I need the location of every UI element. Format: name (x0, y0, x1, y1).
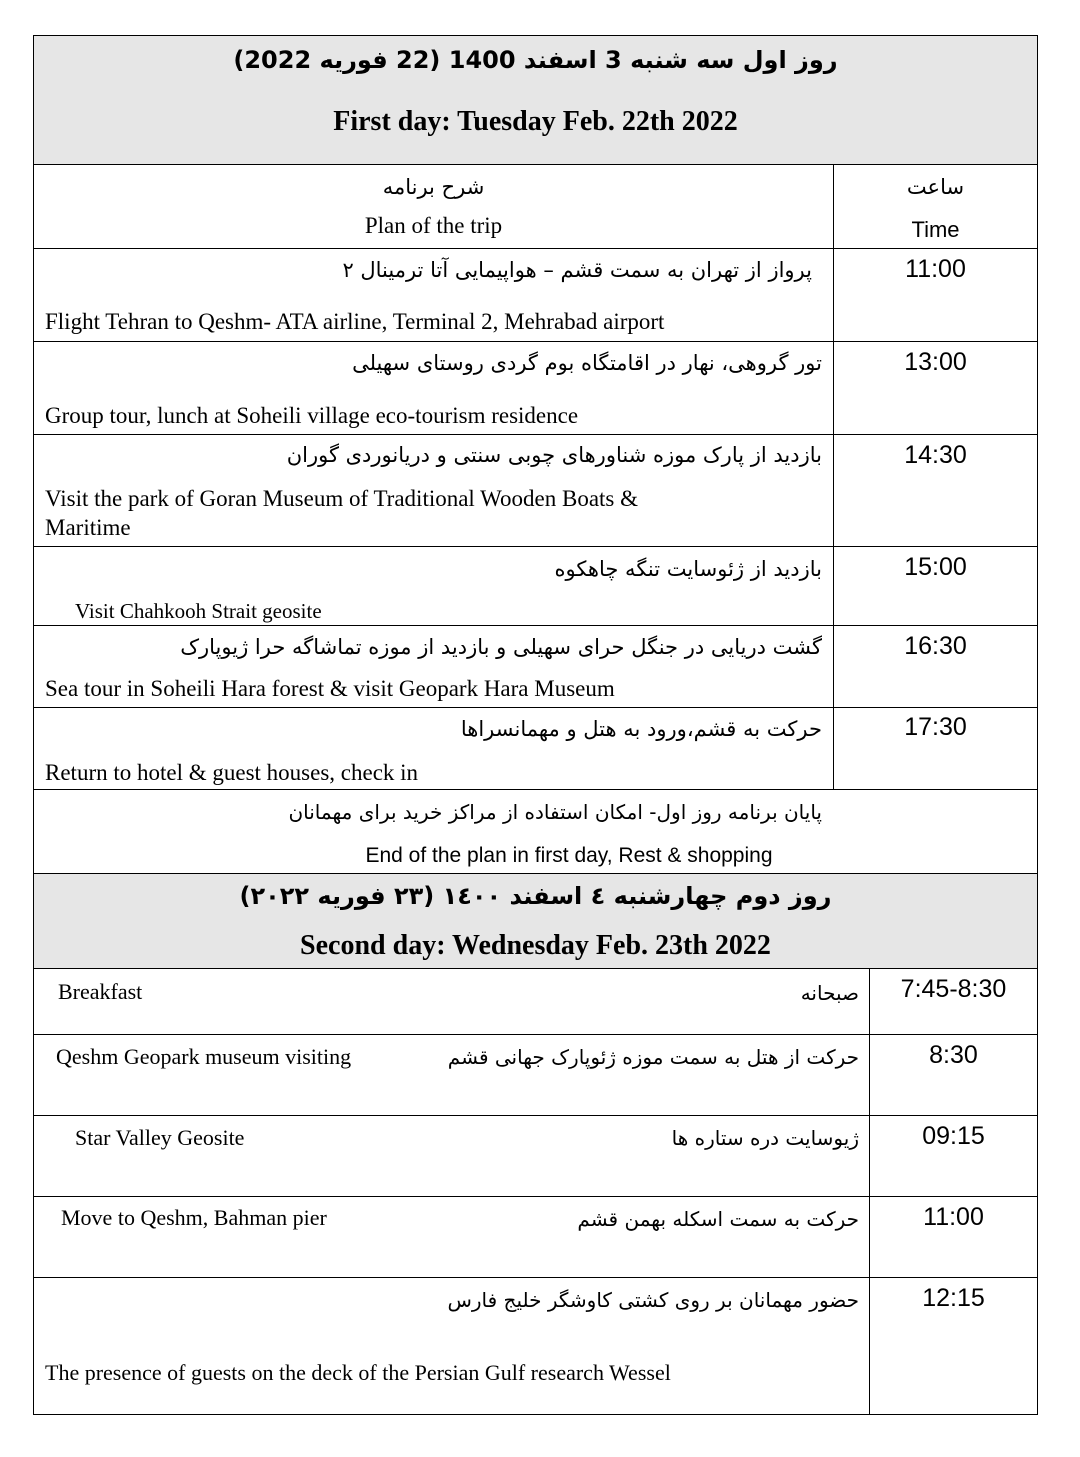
row-desc-en: Visit the park of Goran Museum of Traditional Wooden Boats & (45, 486, 639, 511)
row-time: 09:15 (922, 1122, 985, 1150)
table-row (34, 1278, 1037, 1414)
row-desc-fa: صبحانه (800, 981, 859, 1005)
row-time: 11:00 (923, 1203, 984, 1231)
table-row (34, 342, 1037, 435)
row-desc-en: Flight Tehran to Qeshm- ATA airline, Terminal 2, Mehrabad airport (45, 309, 665, 334)
table-row (34, 1197, 1037, 1278)
row-desc-fa: تور گروهی، نهار در اقامتگاه بوم گردی روستای سهیلی (352, 351, 822, 375)
row-desc-fa: حرکت از هتل به سمت موزه ژئوپارک جهانی قشم (447, 1045, 859, 1069)
table-row (34, 626, 1037, 708)
row-desc-en: Star Valley Geosite (75, 1125, 245, 1150)
row-desc-fa: بازدید از پارک موزه شناورهای چوبی سنتی و دریانوردی گوران (286, 443, 822, 467)
row-desc-fa: حرکت به قشم،ورود به هتل و مهمانسراها (460, 717, 822, 741)
table-row (34, 708, 1037, 790)
row-time: 7:45-8:30 (900, 975, 1007, 1003)
row-time: 17:30 (904, 713, 967, 741)
row-time: 13:00 (904, 348, 967, 376)
row-desc-fa: حضور مهمانان بر روی کشتی کاوشگر خلیج فارس (447, 1288, 859, 1312)
day1-title-fa: روز اول سه شنبه 3 اسفند 1400 (22 فوریه 2022) (233, 46, 838, 74)
row-desc-en: The presence of guests on the deck of the Persian Gulf research Wessel (45, 1360, 671, 1385)
row-time: 8:30 (929, 1041, 978, 1069)
row-desc-fa: بازدید از ژئوسایت تنگه چاهکوه (554, 557, 822, 581)
row-desc-fa: پرواز از تهران به سمت قشم – هواپیمایی آتا ترمینال ۲ (342, 258, 812, 282)
column-header-row (34, 165, 1037, 249)
row-time: 14:30 (904, 441, 967, 469)
table-row (34, 435, 1037, 547)
plan-header-en: Plan of the trip (364, 213, 503, 238)
row-desc-en: Sea tour in Soheili Hara forest & visit Geopark Hara Museum (45, 676, 615, 701)
row-desc-en: Visit Chahkooh Strait geosite (75, 599, 322, 623)
plan-header-fa: شرح برنامه (382, 175, 485, 199)
row-desc-fa: ژیوسایت دره ستاره ها (671, 1126, 859, 1150)
day1-header (34, 36, 1037, 165)
table-row (34, 249, 1037, 342)
row-desc-en: Breakfast (58, 979, 143, 1004)
row-desc-en: Qeshm Geopark museum visiting (56, 1044, 352, 1069)
time-header-en: Time (911, 217, 960, 242)
day2-title-fa: روز دوم چهارشنبه ٤ اسفند ١٤٠٠ (٢٣ فوریه ٢٠٢٢) (239, 882, 832, 910)
row-time: 15:00 (904, 553, 967, 581)
day1-title-en: First day: Tuesday Feb. 22th 2022 (333, 106, 738, 137)
row-time: 11:00 (905, 255, 966, 283)
row-desc-en: Group tour, lunch at Soheili village eco-tourism residence (45, 403, 579, 428)
table-row (34, 547, 1037, 626)
row-desc-en: Move to Qeshm, Bahman pier (61, 1205, 327, 1230)
row-desc-fa: گشت دریایی در جنگل حرای سهیلی و بازدید از موزه تماشاگه حرا ژیوپارک (180, 635, 822, 659)
table-row (34, 969, 1037, 1035)
day1-end-row (34, 790, 1037, 874)
itinerary-table (33, 35, 1038, 1415)
row-time: 12:15 (922, 1284, 985, 1312)
day2-title-en: Second day: Wednesday Feb. 23th 2022 (300, 930, 771, 961)
table-row (34, 1035, 1037, 1116)
row-desc-en-continued: Maritime (45, 515, 131, 540)
row-time: 16:30 (904, 632, 967, 660)
row-desc-en: Return to hotel & guest houses, check in (45, 760, 419, 785)
time-header-fa: ساعت (906, 175, 965, 199)
day2-header (34, 874, 1037, 969)
row-desc-fa: حرکت به سمت اسکله بهمن قشم (577, 1207, 859, 1231)
day1-end-fa: پایان برنامه روز اول- امکان استفاده از مراکز خرید برای مهمانان (288, 800, 822, 824)
day1-end-en: End of the plan in first day, Rest & shopping (365, 844, 773, 867)
table-row (34, 1116, 1037, 1197)
